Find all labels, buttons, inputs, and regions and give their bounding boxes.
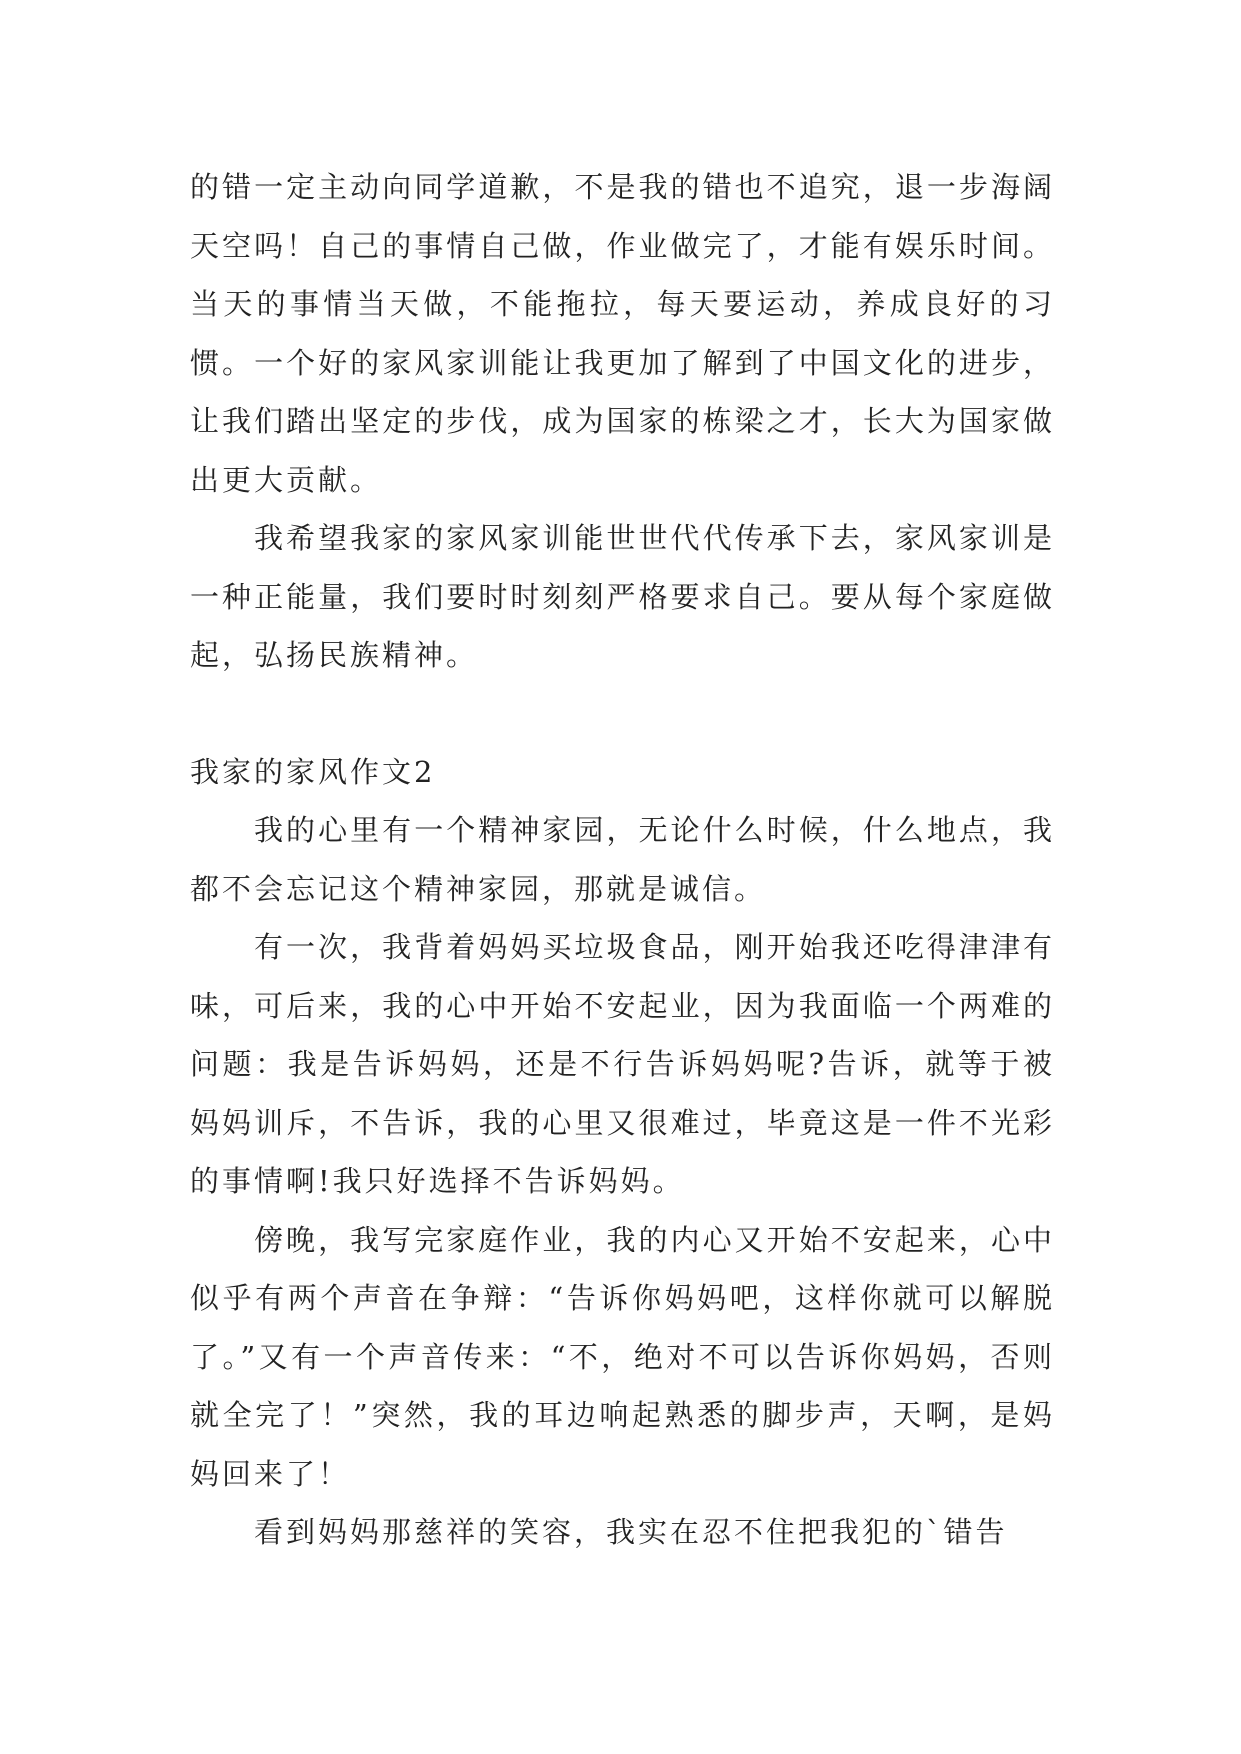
paragraph-5: 傍晚，我写完家庭作业，我的内心又开始不安起来，心中似乎有两个声音在争辩：“告诉你妈妈吧，这样你就可以解脱了。”又有一个声音传来：“不，绝对不可以告诉你妈妈，否则就全完了！”突然，我的耳边响起熟悉的脚步声，天啊，是妈妈回来了！: [190, 1222, 1055, 1491]
section-title: 我家的家风作文2: [190, 754, 436, 789]
section-spacer: [190, 685, 1055, 743]
paragraph-3: 我的心里有一个精神家园，无论什么时候，什么地点，我都不会忘记这个精神家园，那就是诚信。: [190, 813, 1055, 906]
paragraph-6: 看到妈妈那慈祥的笑容，我实在忍不住把我犯的`错告: [254, 1515, 1008, 1549]
paragraph-4: 有一次，我背着妈妈买垃圾食品，刚开始我还吃得津津有味，可后来，我的心中开始不安起业，因为我面临一个两难的问题：我是告诉妈妈，还是不行告诉妈妈呢?告诉，就等于被妈妈训斥，不告诉，我的心里又很难过，毕竟这是一件不光彩的事情啊!我只好选择不告诉妈妈。: [190, 930, 1055, 1198]
document-body: [190, 158, 1055, 1562]
paragraph-1: 的错一定主动向同学道歉，不是我的错也不追究，退一步海阔天空吗！自己的事情自己做，作业做完了，才能有娱乐时间。当天的事情当天做，不能拖拉，每天要运动，养成良好的习惯。一个好的家风家训能让我更加了解到了中国文化的进步，让我们踏出坚定的步伐，成为国家的栋梁之才，长大为国家做出更大贡献。: [190, 170, 1055, 497]
paragraph-2: 我希望我家的家风家训能世世代代传承下去，家风家训是一种正能量，我们要时时刻刻严格要求自己。要从每个家庭做起，弘扬民族精神。: [190, 521, 1055, 672]
